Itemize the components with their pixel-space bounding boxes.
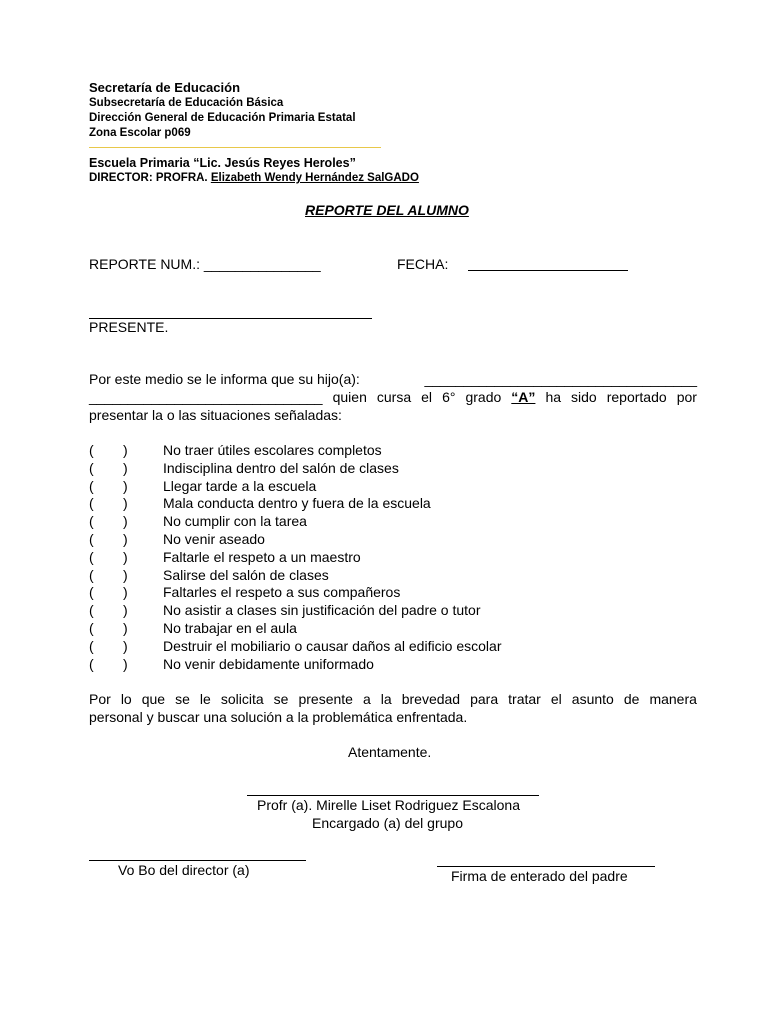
closing-word: asunto [571, 691, 614, 707]
closing-word: tratar [508, 691, 541, 707]
checkbox-open-paren: ( [89, 655, 94, 672]
presente-label: PRESENTE. [89, 319, 169, 335]
parent-signature-line [437, 866, 655, 867]
checkbox-open-paren: ( [89, 531, 94, 547]
checkbox-open-paren: ( [89, 495, 94, 512]
checklist-item-label: Mala conducta dentro y fuera de la escuela [163, 495, 431, 512]
intro-word: grado [465, 389, 502, 405]
checkbox-open-paren: ( [89, 566, 94, 583]
director-prefix: DIRECTOR: PROFRA. [89, 172, 208, 184]
checkbox-open-paren: ( [89, 548, 94, 565]
intro-word: reportado [606, 389, 667, 405]
checkbox-close-paren: ) [123, 602, 128, 619]
checklist-item-label: Llegar tarde a la escuela [163, 477, 317, 494]
grade-letter: “A” [511, 389, 536, 405]
line2-blank: ______________________________ [89, 389, 323, 405]
intro-word: el [421, 389, 433, 405]
fecha-blank [468, 270, 628, 271]
checkbox-close-paren: ) [123, 477, 128, 494]
intro-word: 6° [442, 389, 456, 405]
secretaria-heading: Secretaría de Educación [89, 80, 241, 95]
director-signature-line [89, 860, 306, 861]
fecha-label: FECHA: [397, 256, 449, 272]
checkbox-close-paren: ) [123, 620, 128, 636]
intro-word: quien [332, 389, 367, 405]
parent-signature-label: Firma de enterado del padre [451, 868, 628, 884]
checkbox-close-paren: ) [123, 531, 128, 547]
checkbox-close-paren: ) [123, 513, 128, 530]
checkbox-close-paren: ) [123, 584, 128, 601]
direccion-heading: Dirección General de Educación Primaria Estatal [89, 112, 356, 124]
intro-text: Por este medio se le informa que su hijo(a): [89, 371, 360, 387]
closing-word: Por [89, 691, 111, 707]
teacher-signature-line [247, 795, 539, 796]
checkbox-close-paren: ) [123, 459, 128, 476]
subsecretaria-heading: Subsecretaría de Educación Básica [89, 97, 284, 109]
checklist-item-label: Salirse del salón de clases [163, 566, 329, 583]
closing-word: de [623, 691, 640, 707]
intro-word: por [676, 389, 697, 405]
closing-word: a [362, 691, 371, 707]
teacher-role: Encargado (a) del grupo [312, 815, 463, 831]
checkbox-close-paren: ) [123, 495, 128, 512]
intro-line-1 [89, 370, 697, 388]
intro-word: ha [545, 389, 562, 405]
checkbox-open-paren: ( [89, 459, 94, 476]
checklist-item-label: No trabajar en el aula [163, 620, 297, 636]
child-name-blank: ___________________________________ [424, 371, 697, 387]
intro-line-3: presentar la o las situaciones señaladas: [89, 407, 342, 423]
closing-word: le [199, 691, 211, 707]
checklist-item-label: No traer útiles escolares completos [163, 442, 382, 458]
intro-word: cursa [376, 389, 412, 405]
closing-word: para [470, 691, 499, 707]
closing-word: solicita [220, 691, 264, 707]
closing-paragraph [89, 690, 697, 726]
checklist-item-label: Destruir el mobiliario o causar daños al edificio escolar [163, 637, 502, 654]
checkbox-open-paren: ( [89, 513, 94, 530]
checklist-item-label: No asistir a clases sin justificación del padre o tutor [163, 602, 481, 619]
closing-word: se [175, 691, 190, 707]
checkbox-close-paren: ) [123, 655, 128, 672]
report-number-field: REPORTE NUM.: _______________ [89, 256, 321, 272]
closing-word: presente [298, 691, 353, 707]
checklist-item-label: No venir debidamente uniformado [163, 655, 374, 672]
checkbox-close-paren: ) [123, 442, 128, 458]
escuela-heading: Escuela Primaria “Lic. Jesús Reyes Heroles” [89, 156, 356, 170]
checkbox-open-paren: ( [89, 602, 94, 619]
checklist-item-label: No venir aseado [163, 531, 265, 547]
header-divider [89, 147, 381, 148]
closing-line-2: personal y buscar una solución a la problemática enfrentada. [89, 709, 468, 725]
closing-line-1 [89, 690, 697, 708]
checkbox-close-paren: ) [123, 566, 128, 583]
checkbox-close-paren: ) [123, 548, 128, 565]
director-name: Elizabeth Wendy Hernández SalGADO [210, 172, 419, 184]
director-line [89, 172, 419, 184]
teacher-name: Profr (a). Mirelle Liset Rodriguez Escalona [257, 797, 520, 813]
checkbox-open-paren: ( [89, 637, 94, 654]
checklist-item-label: Indisciplina dentro del salón de clases [163, 459, 399, 476]
zona-heading: Zona Escolar p069 [89, 127, 191, 139]
checklist-item-label: Faltarles el respeto a sus compañeros [163, 584, 401, 601]
closing-word: se [273, 691, 289, 707]
closing-word: manera [649, 691, 697, 707]
checkbox-close-paren: ) [123, 637, 128, 654]
checkbox-open-paren: ( [89, 477, 94, 494]
closing-word: la [380, 691, 392, 707]
checkbox-open-paren: ( [89, 584, 94, 601]
intro-paragraph [89, 370, 697, 424]
closing-word: lo [120, 691, 132, 707]
checkbox-open-paren: ( [89, 442, 94, 458]
closing-word: que [141, 691, 166, 707]
checkbox-open-paren: ( [89, 620, 94, 636]
checklist-item-label: No cumplir con la tarea [163, 513, 307, 530]
report-title: REPORTE DEL ALUMNO [305, 202, 469, 218]
intro-word: sido [571, 389, 597, 405]
director-signature-label: Vo Bo del director (a) [118, 862, 250, 878]
intro-line-2 [89, 388, 697, 406]
atentamente-label: Atentamente. [348, 744, 432, 760]
closing-word: brevedad [401, 691, 461, 707]
checklist-item-label: Faltarle el respeto a un maestro [163, 548, 361, 565]
closing-word: el [550, 691, 562, 707]
